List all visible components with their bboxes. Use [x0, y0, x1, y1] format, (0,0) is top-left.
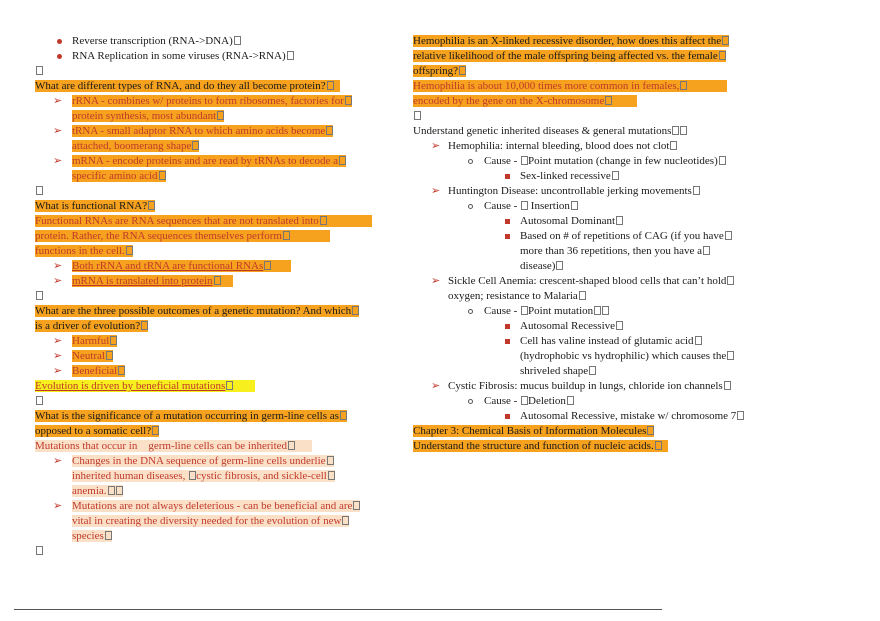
- list-item: ➢ Cystic Fibrosis: mucus buildup in lungs, chloride ion channels: [413, 379, 753, 394]
- arrow-bullet-icon: ➢: [431, 185, 441, 197]
- missing-glyph-icon: [339, 156, 346, 165]
- missing-glyph-icon: [326, 126, 333, 135]
- arrow-bullet-icon: ➢: [53, 455, 63, 467]
- bullet-square-icon: [505, 339, 510, 344]
- list-item-continuation: attached, boomerang shape: [35, 139, 380, 154]
- missing-glyph-icon: [345, 96, 352, 105]
- list-item: Cause - Point mutation: [413, 304, 753, 319]
- missing-glyph-icon: [521, 156, 528, 165]
- blank-line: [35, 289, 380, 304]
- list-item-continuation: inherited human diseases, cystic fibrosis, and sickle-cell: [35, 469, 380, 484]
- list-item: Autosomal Dominant: [413, 214, 753, 229]
- arrow-bullet-icon: ➢: [431, 380, 441, 392]
- missing-glyph-icon: [680, 126, 687, 135]
- missing-glyph-icon: [725, 231, 732, 240]
- question-line: Hemophilia is an X-linked recessive disorder, how does this affect the: [413, 34, 753, 49]
- missing-glyph-icon: [737, 411, 744, 420]
- arrow-bullet-icon: ➢: [53, 155, 63, 167]
- missing-glyph-icon: [106, 351, 113, 360]
- question-line: What is functional RNA?: [35, 199, 380, 214]
- list-item: ➢ Beneficial: [35, 364, 380, 379]
- missing-glyph-icon: [36, 546, 43, 555]
- missing-glyph-icon: [36, 396, 43, 405]
- missing-glyph-icon: [722, 36, 729, 45]
- list-item: Cause - Deletion: [413, 394, 753, 409]
- bullet-square-icon: [505, 414, 510, 419]
- missing-glyph-icon: [36, 66, 43, 75]
- list-item: Cause - Point mutation (change in few nucleotides): [413, 154, 753, 169]
- missing-glyph-icon: [327, 456, 334, 465]
- missing-glyph-icon: [141, 321, 148, 330]
- list-item: ➢ Changes in the DNA sequence of germ-line cells underlie: [35, 454, 380, 469]
- list-item: ➢ Hemophilia: internal bleeding, blood does not clot: [413, 139, 753, 154]
- list-item: ➢ Harmful: [35, 334, 380, 349]
- bullet-square-icon: [505, 324, 510, 329]
- missing-glyph-icon: [521, 201, 528, 210]
- arrow-bullet-icon: ➢: [53, 365, 63, 377]
- blank-line: [35, 184, 380, 199]
- list-item-continuation: anemia.: [35, 484, 380, 499]
- missing-glyph-icon: [647, 426, 654, 435]
- missing-glyph-icon: [118, 366, 125, 375]
- bullet-dot-icon: [57, 39, 62, 44]
- missing-glyph-icon: [589, 366, 596, 375]
- list-item: Sex-linked recessive: [413, 169, 753, 184]
- missing-glyph-icon: [352, 306, 359, 315]
- bullet-circle-icon: [468, 399, 473, 404]
- missing-glyph-icon: [108, 486, 115, 495]
- answer-line: Mutations that occur in germ-line cells can be inherited: [35, 439, 380, 454]
- answer-line: functions in the cell.: [35, 244, 380, 259]
- missing-glyph-icon: [672, 126, 679, 135]
- list-item: ➢ Neutral: [35, 349, 380, 364]
- missing-glyph-icon: [264, 261, 271, 270]
- missing-glyph-icon: [556, 261, 563, 270]
- bullet-square-icon: [505, 219, 510, 224]
- missing-glyph-icon: [719, 51, 726, 60]
- list-item: Cause - Insertion: [413, 199, 753, 214]
- missing-glyph-icon: [340, 411, 347, 420]
- list-item: ➢ mRNA - encode proteins and are read by tRNAs to decode a: [35, 154, 380, 169]
- question-line: What are the three possible outcomes of a genetic mutation? And which: [35, 304, 380, 319]
- missing-glyph-icon: [234, 36, 241, 45]
- list-item: Autosomal Recessive: [413, 319, 753, 334]
- list-item: Reverse transcription (RNA->DNA): [35, 34, 380, 49]
- list-item: Based on # of repetitions of CAG (if you have: [413, 229, 753, 244]
- missing-glyph-icon: [521, 396, 528, 405]
- bullet-circle-icon: [468, 159, 473, 164]
- missing-glyph-icon: [693, 186, 700, 195]
- arrow-bullet-icon: ➢: [53, 500, 63, 512]
- list-item: ➢ Both rRNA and tRNA are functional RNAs: [35, 259, 380, 274]
- list-item: ➢ tRNA - small adaptor RNA to which amino acids become: [35, 124, 380, 139]
- right-column: [413, 34, 753, 454]
- list-item: Autosomal Recessive, mistake w/ chromosome 7: [413, 409, 753, 424]
- missing-glyph-icon: [217, 111, 224, 120]
- missing-glyph-icon: [695, 336, 702, 345]
- footer-divider: [14, 609, 662, 610]
- list-item: ➢ mRNA is translated into protein: [35, 274, 380, 289]
- arrow-bullet-icon: ➢: [431, 140, 441, 152]
- list-item: ➢ Huntington Disease: uncontrollable jerking movements: [413, 184, 753, 199]
- missing-glyph-icon: [152, 426, 159, 435]
- list-item-continuation: oxygen; resistance to Malaria: [413, 289, 753, 304]
- blank-line: [413, 109, 753, 124]
- answer-line: Evolution is driven by beneficial mutations: [35, 379, 380, 394]
- arrow-bullet-icon: ➢: [53, 275, 63, 287]
- answer-line: Functional RNAs are RNA sequences that are not translated into: [35, 214, 380, 229]
- missing-glyph-icon: [521, 306, 528, 315]
- missing-glyph-icon: [605, 96, 612, 105]
- arrow-bullet-icon: ➢: [53, 95, 63, 107]
- missing-glyph-icon: [36, 186, 43, 195]
- missing-glyph-icon: [571, 201, 578, 210]
- missing-glyph-icon: [414, 111, 421, 120]
- arrow-bullet-icon: ➢: [53, 125, 63, 137]
- list-item: Cell has valine instead of glutamic acid: [413, 334, 753, 349]
- question-line: is a driver of evolution?: [35, 319, 380, 334]
- missing-glyph-icon: [680, 81, 687, 90]
- missing-glyph-icon: [36, 291, 43, 300]
- list-item-continuation: specific amino acid: [35, 169, 380, 184]
- missing-glyph-icon: [288, 441, 295, 450]
- list-item-continuation: species: [35, 529, 380, 544]
- list-item: ➢ Sickle Cell Anemia: crescent-shaped blood cells that can’t hold: [413, 274, 753, 289]
- question-line: relative likelihood of the male offspring being affected vs. the female: [413, 49, 753, 64]
- missing-glyph-icon: [226, 381, 233, 390]
- missing-glyph-icon: [159, 171, 166, 180]
- missing-glyph-icon: [719, 156, 726, 165]
- list-item: RNA Replication in some viruses (RNA->RNA): [35, 49, 380, 64]
- list-item-continuation: more than 36 repetitions, then you have a: [413, 244, 753, 259]
- missing-glyph-icon: [110, 336, 117, 345]
- missing-glyph-icon: [727, 276, 734, 285]
- missing-glyph-icon: [327, 81, 334, 90]
- missing-glyph-icon: [612, 171, 619, 180]
- question-line: What is the significance of a mutation occurring in germ-line cells as: [35, 409, 380, 424]
- list-item: ➢ Mutations are not always deleterious - can be beneficial and are: [35, 499, 380, 514]
- missing-glyph-icon: [602, 306, 609, 315]
- missing-glyph-icon: [148, 201, 155, 210]
- missing-glyph-icon: [727, 351, 734, 360]
- missing-glyph-icon: [126, 246, 133, 255]
- missing-glyph-icon: [724, 381, 731, 390]
- bullet-square-icon: [505, 174, 510, 179]
- missing-glyph-icon: [670, 141, 677, 150]
- bullet-circle-icon: [468, 309, 473, 314]
- answer-line: Hemophilia is about 10,000 times more common in females,: [413, 79, 753, 94]
- missing-glyph-icon: [192, 141, 199, 150]
- missing-glyph-icon: [342, 516, 349, 525]
- blank-line: [35, 64, 380, 79]
- missing-glyph-icon: [287, 51, 294, 60]
- arrow-bullet-icon: ➢: [53, 335, 63, 347]
- missing-glyph-icon: [616, 216, 623, 225]
- arrow-bullet-icon: ➢: [53, 260, 63, 272]
- answer-line: protein. Rather, the RNA sequences themselves perform: [35, 229, 380, 244]
- section-heading: Understand the structure and function of nucleic acids.: [413, 439, 753, 454]
- answer-line: encoded by the gene on the X-chromosome: [413, 94, 753, 109]
- question-line: opposed to a somatic cell?: [35, 424, 380, 439]
- list-item-continuation: (hydrophobic vs hydrophilic) which causes the: [413, 349, 753, 364]
- missing-glyph-icon: [105, 531, 112, 540]
- question-line: What are different types of RNA, and do they all become protein?: [35, 79, 380, 94]
- missing-glyph-icon: [579, 291, 586, 300]
- question-line: offspring?: [413, 64, 753, 79]
- bullet-circle-icon: [468, 204, 473, 209]
- list-item-continuation: protein synthesis, most abundant: [35, 109, 380, 124]
- missing-glyph-icon: [567, 396, 574, 405]
- missing-glyph-icon: [283, 231, 290, 240]
- bullet-dot-icon: [57, 54, 62, 59]
- missing-glyph-icon: [116, 486, 123, 495]
- list-item: ➢ rRNA - combines w/ proteins to form ribosomes, factories for: [35, 94, 380, 109]
- bullet-square-icon: [505, 234, 510, 239]
- list-item-continuation: disease): [413, 259, 753, 274]
- list-item-continuation: shriveled shape: [413, 364, 753, 379]
- arrow-bullet-icon: ➢: [431, 275, 441, 287]
- arrow-bullet-icon: ➢: [53, 350, 63, 362]
- blank-line: [35, 544, 380, 559]
- blank-line: [35, 394, 380, 409]
- missing-glyph-icon: [320, 216, 327, 225]
- missing-glyph-icon: [594, 306, 601, 315]
- missing-glyph-icon: [655, 441, 662, 450]
- missing-glyph-icon: [353, 501, 360, 510]
- chapter-heading: Chapter 3: Chemical Basis of Information Molecules: [413, 424, 753, 439]
- missing-glyph-icon: [616, 321, 623, 330]
- missing-glyph-icon: [703, 246, 710, 255]
- missing-glyph-icon: [459, 66, 466, 75]
- left-column: [35, 34, 380, 559]
- missing-glyph-icon: [328, 471, 335, 480]
- list-item-continuation: vital in creating the diversity needed for the evolution of new: [35, 514, 380, 529]
- missing-glyph-icon: [214, 276, 221, 285]
- section-heading: Understand genetic inherited diseases & general mutations: [413, 124, 753, 139]
